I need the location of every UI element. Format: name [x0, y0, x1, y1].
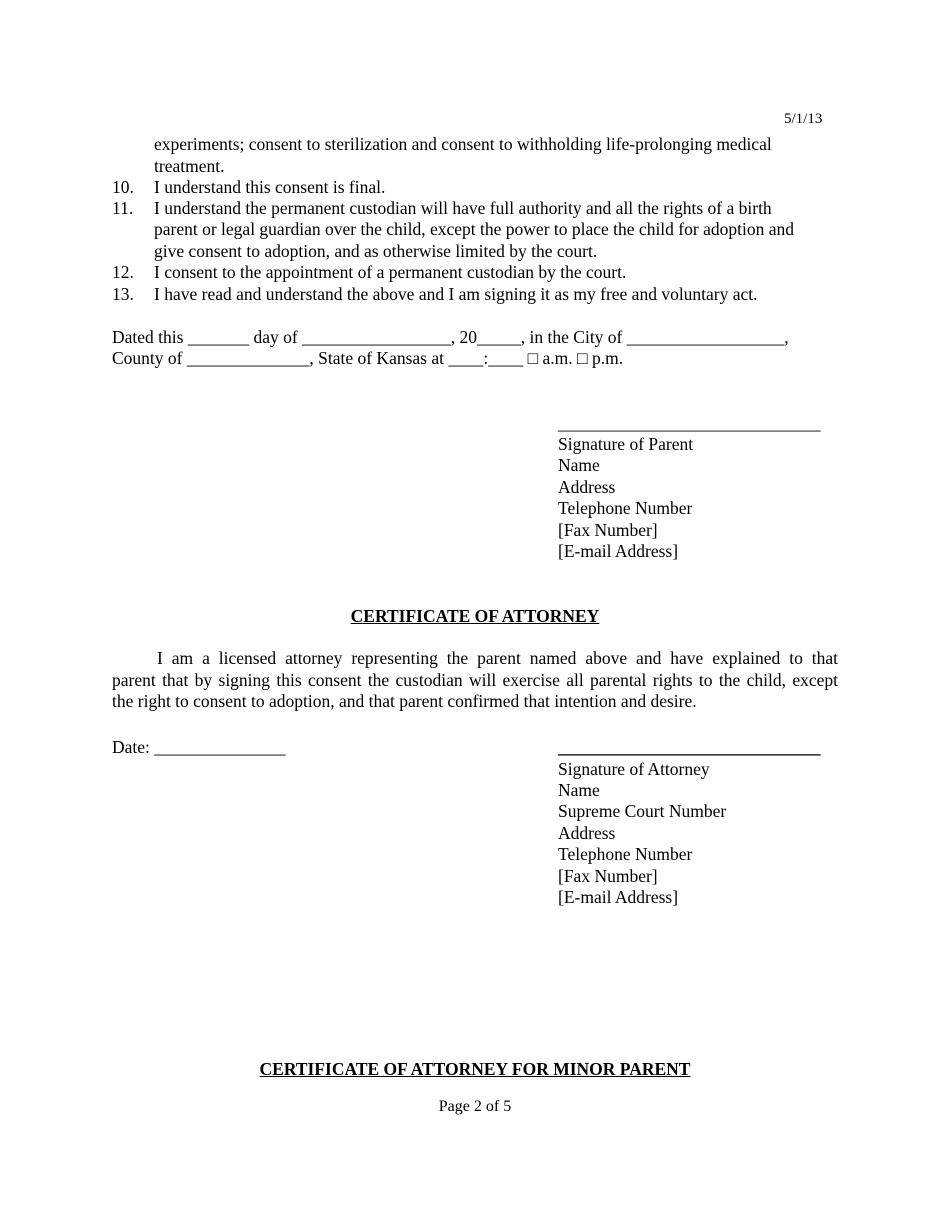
list-item-text: I consent to the appointment of a permanent custodian by the court. [154, 262, 627, 282]
list-item-text: parent or legal guardian over the child, except the power to place the child for adoption and [154, 219, 794, 239]
page-number: Page 2 of 5 [438, 1098, 512, 1115]
dated-line-1: Dated this _______ day of _________________, 20_____, in the City of __________________, [112, 327, 789, 347]
statement-line-3: the right to consent to adoption, and that parent confirmed that intention and desire. [112, 691, 697, 711]
email-label: [E-mail Address] [558, 541, 679, 561]
telephone-label: Telephone Number [558, 498, 693, 518]
fax-label: [Fax Number] [558, 520, 658, 540]
statement-line-2: parent that by signing this consent the custodian will exercise all parental rights to the child, except [112, 670, 838, 690]
list-continuation-line-2: treatment. [154, 156, 225, 176]
date-field: Date: _______________ [112, 737, 286, 757]
certificate-of-attorney-title: CERTIFICATE OF ATTORNEY [350, 606, 600, 626]
email-label: [E-mail Address] [558, 887, 679, 907]
signature-label: Signature of Parent [558, 434, 694, 454]
address-label: Address [558, 823, 616, 843]
list-number: 10. [112, 177, 134, 197]
signature-label: Signature of Attorney [558, 759, 710, 779]
name-label: Name [558, 455, 600, 475]
supreme-court-number-label: Supreme Court Number [558, 801, 727, 821]
list-number: 12. [112, 262, 134, 282]
signature-rule: ______________________________ [558, 413, 821, 433]
list-item-text: give consent to adoption, and as otherwise limited by the court. [154, 241, 598, 261]
list-item-text: I understand this consent is final. [154, 177, 386, 197]
dated-line-2: County of ______________, State of Kansas at ____:____ □ a.m. □ p.m. [112, 348, 624, 368]
list-item-text: I have read and understand the above and I am signing it as my free and voluntary act. [154, 284, 758, 304]
telephone-label: Telephone Number [558, 844, 693, 864]
statement-line-1: I am a licensed attorney representing the parent named above and have explained to that [157, 648, 838, 668]
list-item-text: I understand the permanent custodian will have full authority and all the rights of a birth [154, 198, 772, 218]
name-label: Name [558, 780, 600, 800]
document-date: 5/1/13 [784, 111, 823, 127]
certificate-minor-parent-title: CERTIFICATE OF ATTORNEY FOR MINOR PARENT [259, 1059, 691, 1079]
list-number: 11. [112, 198, 134, 218]
fax-label: [Fax Number] [558, 866, 658, 886]
signature-rule: ______________________________ [558, 737, 821, 757]
address-label: Address [558, 477, 616, 497]
list-continuation-line-1: experiments; consent to sterilization and consent to withholding life-prolonging medical [154, 134, 772, 154]
list-number: 13. [112, 284, 134, 304]
